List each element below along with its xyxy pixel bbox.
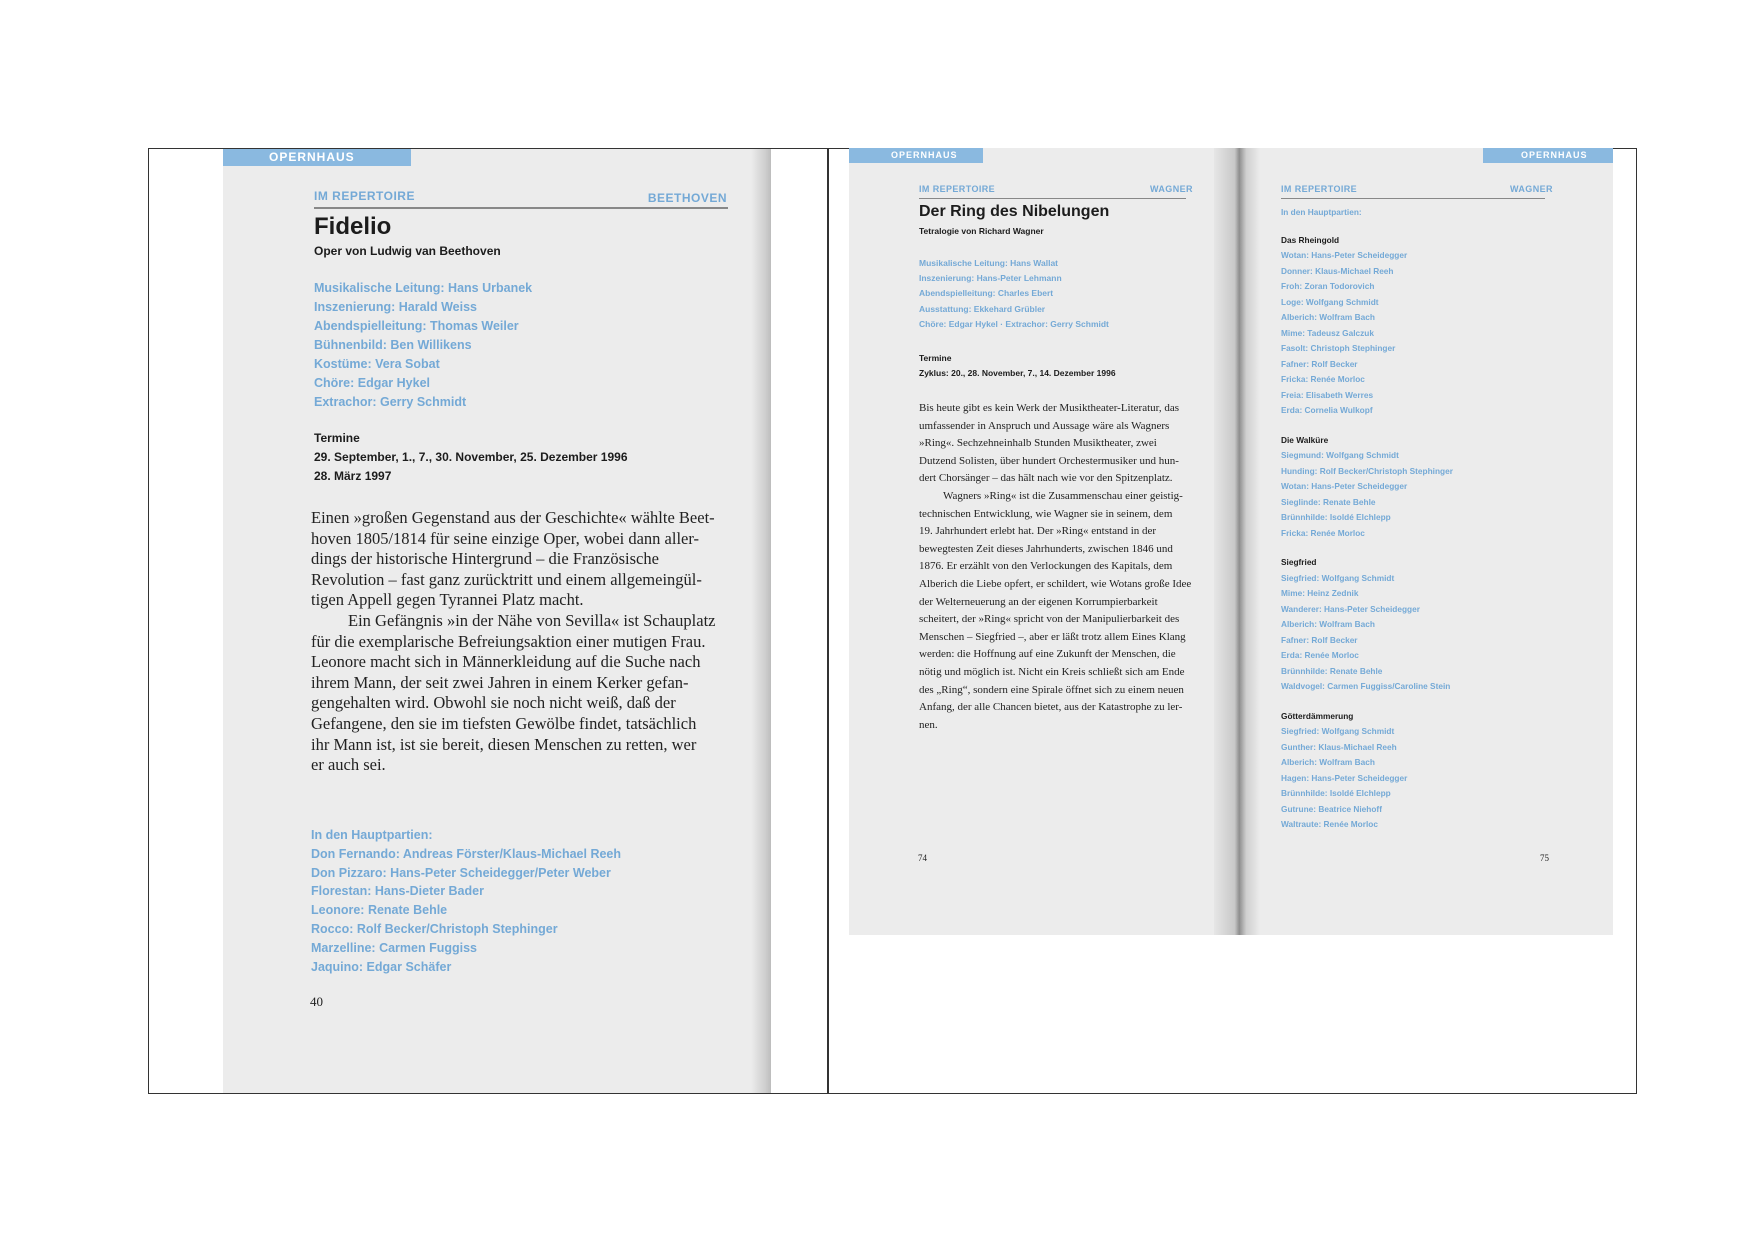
credit-line: Inszenierung: Harald Weiss — [314, 300, 478, 314]
opernhaus-tab: OPERNHAUS — [1483, 148, 1613, 163]
cast-line: Froh: Zoran Todorovich — [1281, 281, 1375, 291]
termine-label: Termine — [919, 353, 952, 363]
section-label: IM REPERTOIRE — [1281, 184, 1358, 194]
page-title: Der Ring des Nibelungen — [919, 203, 1110, 220]
page-gutter-shadow — [751, 149, 771, 1093]
body-line: gengehalten wird. Obwohl sie noch nicht weiß, daß der — [311, 693, 676, 713]
cast-line: Alberich: Wolfram Bach — [1281, 757, 1375, 767]
opernhaus-tab: OPERNHAUS — [223, 149, 411, 166]
cast-line: Loge: Wolfgang Schmidt — [1281, 296, 1379, 307]
cast-line: Gutrune: Beatrice Niehoff — [1281, 803, 1382, 814]
header-rule — [1281, 198, 1545, 199]
cast-line: Siegfried: Wolfgang Schmidt — [1281, 726, 1395, 736]
frame-divider — [827, 148, 829, 1094]
cast-line: Fricka: Renée Morloc — [1281, 374, 1365, 384]
cast-line: Hunding: Rolf Becker/Christoph Stephinger — [1281, 465, 1453, 476]
cast-label: In den Hauptpartien: — [1281, 207, 1362, 217]
body-line: für die exemplarische Befreiungsaktion einer mutigen Frau. — [311, 631, 706, 651]
cast-line: Mime: Tadeusz Galczuk — [1281, 327, 1374, 338]
body-line: nen. — [919, 718, 938, 731]
cast-line: Fafner: Rolf Becker — [1281, 634, 1358, 645]
date-line: 28. März 1997 — [314, 469, 392, 483]
cast-line: Don Pizzaro: Hans-Peter Scheidegger/Peter Weber — [311, 865, 611, 880]
termine-label: Termine — [314, 431, 360, 445]
group-title: Götterdämmerung — [1281, 710, 1354, 721]
credits-list — [919, 256, 1109, 332]
body-line: er auch sei. — [311, 755, 386, 775]
book-spine-shadow — [1214, 148, 1260, 935]
credit-line: Ausstattung: Ekkehard Grübler — [919, 303, 1046, 314]
cast-line: Hagen: Hans-Peter Scheidegger — [1281, 772, 1408, 783]
body-line: Bis heute gibt es kein Werk der Musiktheater-Literatur, das — [919, 402, 1180, 414]
cast-line: Sieglinde: Renate Behle — [1281, 496, 1376, 507]
body-line: der Welterneuerung an der eigenen Korrumpierbarkeit — [919, 595, 1158, 608]
cast-line: Erda: Renée Morloc — [1281, 650, 1359, 660]
body-line: Einen »großen Gegenstand aus der Geschichte« wählte Beet- — [311, 508, 715, 527]
body-line: werden: die Hoffnung auf eine Zukunft der Menschen, die — [919, 648, 1176, 661]
credit-line: Kostüme: Vera Sobat — [314, 357, 440, 371]
composer-label: BEETHOVEN — [647, 191, 727, 205]
body-line: Dutzend Solisten, über hundert Orchestermusiker und hun- — [919, 454, 1179, 467]
credit-line: Chöre: Edgar Hykel — [314, 376, 431, 390]
credits-list — [314, 279, 532, 412]
cast-line: Brünnhilde: Renate Behle — [1281, 665, 1383, 676]
cast-line: Alberich: Wolfram Bach — [1281, 312, 1375, 322]
termine-block — [919, 351, 1116, 381]
body-line: Menschen – Siegfried –, aber er läßt trotz allem Eines Klang — [919, 630, 1186, 643]
page-number: 75 — [1540, 853, 1549, 863]
body-line: Wagners »Ring« ist die Zusammenschau einer geistig- — [943, 489, 1183, 502]
body-line: ihr Mann ist, ist sie bereit, diesen Menschen zu retten, wer — [311, 734, 697, 754]
body-line: Leonore macht sich in Männerkleidung auf die Suche nach — [311, 652, 701, 672]
page-left-scan — [223, 149, 771, 1093]
credit-line: Abendspielleitung: Charles Ebert — [919, 288, 1054, 299]
page-subtitle: Tetralogie von Richard Wagner — [919, 226, 1044, 236]
credit-line: Extrachor: Gerry Schmidt — [314, 395, 467, 409]
body-text — [919, 400, 1192, 734]
cast-line: Florestan: Hans-Dieter Bader — [311, 884, 484, 899]
credit-line: Musikalische Leitung: Hans Wallat — [919, 258, 1059, 268]
body-line: ihrem Mann, der seit zwei Jahren in einem Kerker gefan- — [311, 672, 689, 692]
page-number: 40 — [310, 994, 323, 1009]
credit-line: Bühnenbild: Ben Willikens — [314, 338, 472, 352]
body-line: tigen Appell gegen Tyrannei Platz macht. — [311, 590, 584, 610]
body-line: 19. Jahrhundert erlebt hat. Der »Ring« entstand in der — [919, 525, 1157, 538]
cast-line: Wotan: Hans-Peter Scheidegger — [1281, 250, 1408, 260]
body-line: scheitert, der »Ring« spricht von der Manipulierbarkeit des — [919, 613, 1180, 626]
cast-line: Erda: Cornelia Wulkopf — [1281, 405, 1373, 415]
page-number: 74 — [918, 853, 927, 863]
cast-line: Fasolt: Christoph Stephinger — [1281, 343, 1396, 353]
body-line: 1876. Er erzählt von den Verlockungen des Kapitals, dem — [919, 560, 1173, 573]
body-line: des „Ring“, sondern eine Spirale öffnet sich zu einem neuen — [919, 683, 1184, 696]
header-rule — [919, 198, 1186, 199]
body-line: dert Chorsänger – das hält nach wie vor den Spitzenplatz. — [919, 472, 1173, 485]
cast-line: Donner: Klaus-Michael Reeh — [1281, 265, 1394, 276]
body-line: Gefangene, den sie im tiefsten Gewölbe findet, tatsächlich — [311, 713, 697, 733]
opernhaus-tab: OPERNHAUS — [849, 148, 983, 163]
composer-label: WAGNER — [1510, 184, 1553, 194]
cast-line: Wotan: Hans-Peter Scheidegger — [1281, 481, 1408, 491]
credit-line: Inszenierung: Hans-Peter Lehmann — [919, 273, 1062, 284]
body-line: hoven 1805/1814 für seine einzige Oper, wobei dann aller- — [311, 528, 700, 548]
body-line: dings der historische Hintergrund – die Französische — [311, 549, 659, 569]
body-line: Ein Gefängnis »in der Nähe von Sevilla« ist Schauplatz — [348, 610, 716, 630]
cast-line: Brünnhilde: Isoldé Elchlepp — [1281, 512, 1391, 522]
body-line: technischen Entwicklung, wie Wagner sie in seinem, dem — [919, 507, 1173, 520]
page-right-scan — [849, 148, 1613, 935]
cast-columns — [1281, 205, 1453, 833]
page-title: Fidelio — [314, 213, 392, 240]
group-title: Siegfried — [1281, 557, 1317, 567]
body-line: umfassender in Anspruch und Aussage wäre als Wagners — [919, 419, 1170, 432]
cast-line: Siegmund: Wolfgang Schmidt — [1281, 450, 1399, 460]
credit-line: Musikalische Leitung: Hans Urbanek — [314, 281, 533, 295]
cast-line: Siegfried: Wolfgang Schmidt — [1281, 572, 1395, 583]
group-title: Das Rheingold — [1281, 234, 1340, 245]
cast-line: Rocco: Rolf Becker/Christoph Stephinger — [311, 921, 558, 936]
cast-label: In den Hauptpartien: — [311, 828, 433, 842]
cast-list — [311, 826, 621, 976]
page-subtitle: Oper von Ludwig van Beethoven — [314, 244, 501, 258]
cast-line: Fafner: Rolf Becker — [1281, 358, 1358, 369]
cast-line: Jaquino: Edgar Schäfer — [311, 959, 452, 974]
credit-line: Abendspielleitung: Thomas Weiler — [314, 319, 519, 333]
cast-line: Marzelline: Carmen Fuggiss — [311, 940, 478, 955]
section-label: IM REPERTOIRE — [919, 184, 996, 194]
group-title: Die Walküre — [1281, 434, 1329, 445]
cast-line: Alberich: Wolfram Bach — [1281, 619, 1375, 629]
body-line: Revolution – fast ganz zurücktritt und einem allgemeingül- — [311, 569, 702, 589]
credit-line: Chöre: Edgar Hykel · Extrachor: Gerry Schmidt — [919, 318, 1109, 329]
body-line: Anfang, der alle Chancen bietet, aus der Katastrophe zu ler- — [919, 701, 1183, 714]
cast-line: Fricka: Renée Morloc — [1281, 527, 1365, 538]
date-line: 29. September, 1., 7., 30. November, 25. Dezember 1996 — [314, 450, 628, 464]
date-line: Zyklus: 20., 28. November, 7., 14. Dezember 1996 — [919, 368, 1116, 378]
body-line: Alberich die Liebe opfert, er schildert, wie Wotans große Idee — [919, 577, 1192, 590]
body-line: »Ring«. Sechzehneinhalb Stunden Musiktheater, zwei — [919, 437, 1157, 450]
cast-line: Leonore: Renate Behle — [311, 903, 448, 918]
body-line: bewegtesten Zeit dieses Jahrhunderts, zwischen 1846 und — [919, 542, 1173, 555]
cast-line: Brünnhilde: Isoldé Elchlepp — [1281, 788, 1391, 798]
cast-line: Wanderer: Hans-Peter Scheidegger — [1281, 603, 1420, 614]
cast-line: Freia: Elisabeth Werres — [1281, 389, 1374, 400]
cast-line: Waltraute: Renée Morloc — [1281, 819, 1378, 829]
composer-label: WAGNER — [1150, 184, 1193, 194]
termine-block — [314, 429, 628, 486]
cast-line: Don Fernando: Andreas Förster/Klaus-Michael Reeh — [311, 846, 622, 861]
body-text — [311, 508, 729, 776]
cast-line: Gunther: Klaus-Michael Reeh — [1281, 741, 1397, 752]
cast-line: Waldvogel: Carmen Fuggiss/Caroline Stein — [1281, 681, 1451, 691]
cast-line: Mime: Heinz Zednik — [1281, 588, 1359, 598]
header-rule — [314, 207, 728, 209]
body-line: nötig und möglich ist. Nicht ein Kreis schließt sich am Ende — [919, 665, 1185, 678]
section-label: IM REPERTOIRE — [314, 189, 415, 203]
